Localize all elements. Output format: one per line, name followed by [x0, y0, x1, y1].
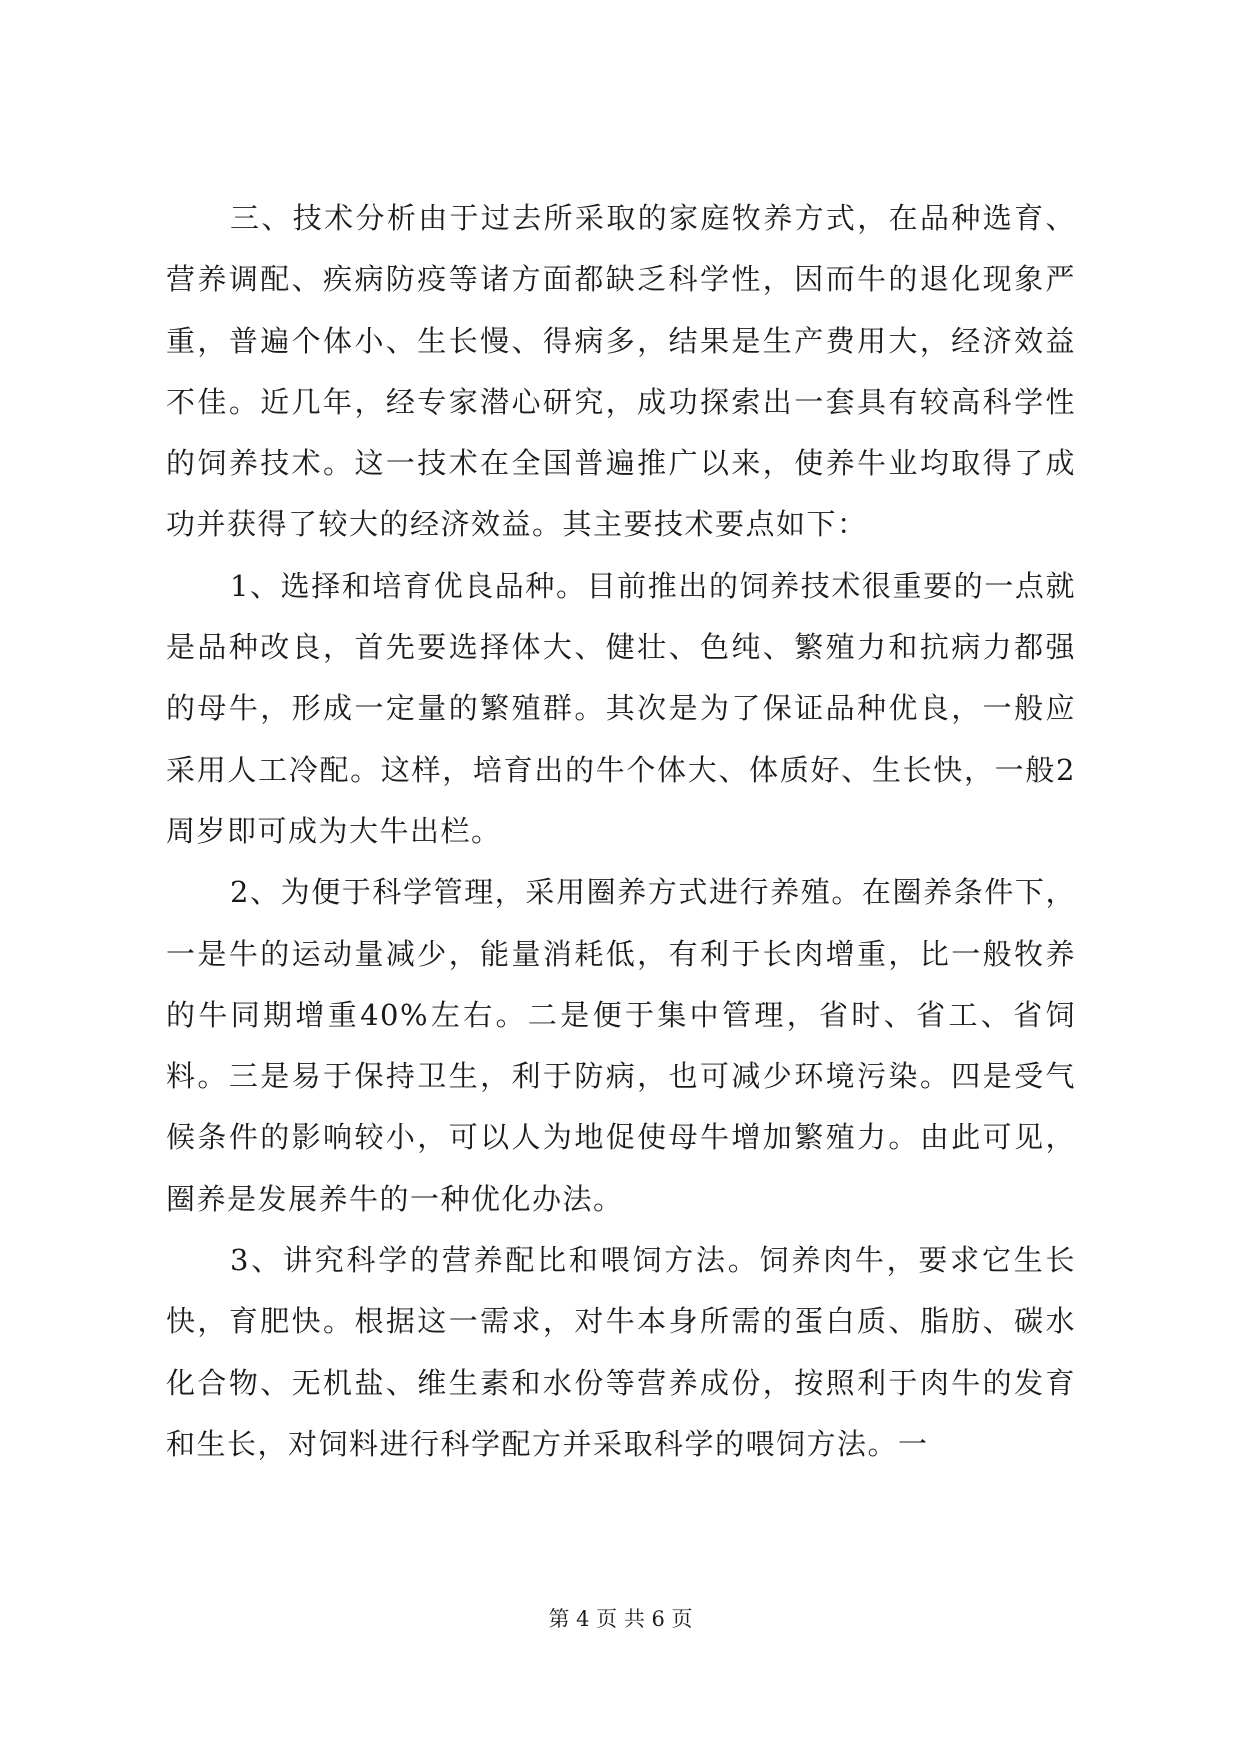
paragraph-pen-raising: 2、为便于科学管理，采用圈养方式进行养殖。在圈养条件下，一是牛的运动量减少，能量消耗低，有利于长肉增重，比一般牧养的牛同期增重40%左右。二是便于集中管理，省时、省工、省饲料。三是易于保持卫生，利于防病，也可减少环境污染。四是受气候条件的影响较小，可以人为地促使母牛增加繁殖力。由此可见，圈养是发展养牛的一种优化办法。	[166, 875, 1076, 1216]
document-body	[166, 188, 1076, 1475]
page-number-footer: 第 4 页 共 6 页	[548, 1607, 693, 1631]
paragraph-technical-analysis: 三、技术分析由于过去所采取的家庭牧养方式，在品种选育、营养调配、疾病防疫等诸方面都缺乏科学性，因而牛的退化现象严重，普遍个体小、生长慢、得病多，结果是生产费用大，经济效益不佳。近几年，经专家潜心研究，成功探索出一套具有较高科学性的饲养技术。这一技术在全国普遍推广以来，使养牛业均取得了成功并获得了较大的经济效益。其主要技术要点如下：	[166, 201, 1076, 542]
paragraph-nutrition-feeding: 3、讲究科学的营养配比和喂饲方法。饲养肉牛，要求它生长快，育肥快。根据这一需求，对牛本身所需的蛋白质、脂肪、碳水化合物、无机盐、维生素和水份等营养成份，按照利于肉牛的发育和生长，对饲料进行科学配方并采取科学的喂饲方法。一	[166, 1243, 1076, 1461]
paragraph-breed-selection: 1、选择和培育优良品种。目前推出的饲养技术很重要的一点就是品种改良，首先要选择体大、健壮、色纯、繁殖力和抗病力都强的母牛，形成一定量的繁殖群。其次是为了保证品种优良，一般应采用人工冷配。这样，培育出的牛个体大、体质好、生长快，一般2周岁即可成为大牛出栏。	[166, 568, 1076, 848]
